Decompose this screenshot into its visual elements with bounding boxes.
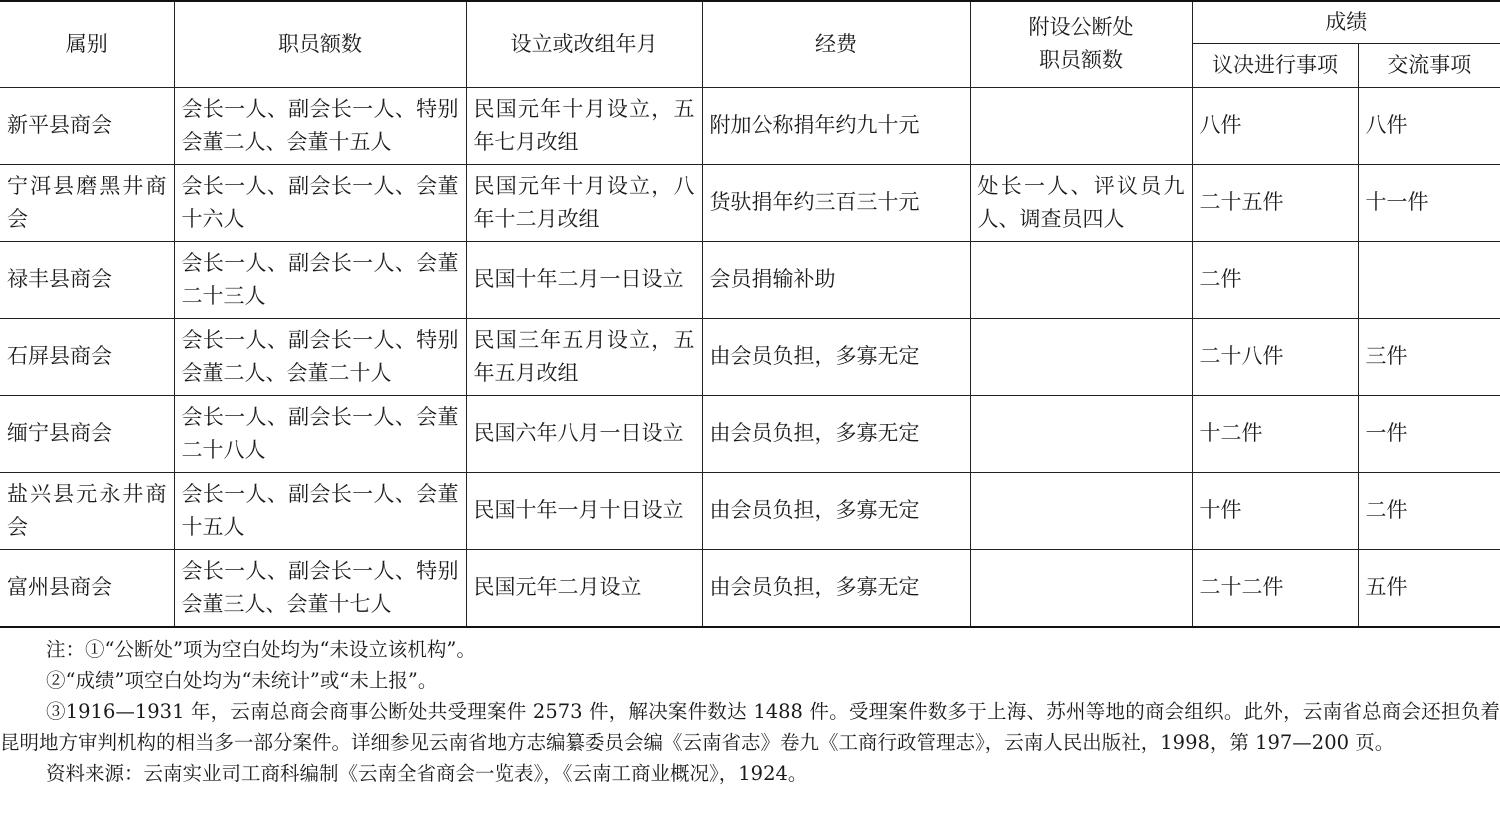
cell-arbitration	[970, 549, 1192, 627]
cell-staff: 会长一人、副会长一人、特别会董二人、会董二十人	[174, 318, 466, 395]
cell-established: 民国十年一月十日设立	[466, 472, 702, 549]
cell-funding: 由会员负担，多寡无定	[702, 549, 970, 627]
cell-funding: 由会员负担，多寡无定	[702, 472, 970, 549]
cell-resolved: 八件	[1192, 87, 1358, 164]
header-exchanged: 交流事项	[1358, 43, 1500, 87]
cell-resolved: 十件	[1192, 472, 1358, 549]
cell-established: 民国元年十月设立，五年七月改组	[466, 87, 702, 164]
cell-category: 禄丰县商会	[0, 241, 174, 318]
cell-staff: 会长一人、副会长一人、特别会董三人、会董十七人	[174, 549, 466, 627]
cell-arbitration	[970, 472, 1192, 549]
header-funding: 经费	[702, 1, 970, 87]
cell-arbitration	[970, 395, 1192, 472]
cell-arbitration	[970, 87, 1192, 164]
cell-resolved: 二十八件	[1192, 318, 1358, 395]
cell-arbitration	[970, 241, 1192, 318]
cell-category: 缅宁县商会	[0, 395, 174, 472]
header-resolved: 议决进行事项	[1192, 43, 1358, 87]
cell-category: 宁洱县磨黑井商会	[0, 164, 174, 241]
cell-category: 富州县商会	[0, 549, 174, 627]
cell-staff: 会长一人、副会长一人、特别会董二人、会董十五人	[174, 87, 466, 164]
cell-exchanged: 八件	[1358, 87, 1500, 164]
cell-funding: 会员捐输补助	[702, 241, 970, 318]
cell-exchanged: 五件	[1358, 549, 1500, 627]
header-arbitration	[970, 1, 1192, 87]
cell-staff: 会长一人、副会长一人、会董十六人	[174, 164, 466, 241]
cell-exchanged	[1358, 241, 1500, 318]
cell-funding: 附加公称捐年约九十元	[702, 87, 970, 164]
cell-funding: 货驮捐年约三百三十元	[702, 164, 970, 241]
cell-resolved: 二十五件	[1192, 164, 1358, 241]
cell-staff: 会长一人、副会长一人、会董二十三人	[174, 241, 466, 318]
cell-resolved: 十二件	[1192, 395, 1358, 472]
cell-exchanged: 十一件	[1358, 164, 1500, 241]
note-2: ②“成绩”项空白处均为“未统计”或“未上报”。	[46, 669, 438, 692]
header-arbitration-line2: 职员额数	[1039, 48, 1123, 73]
table-row	[0, 164, 1500, 241]
cell-category: 新平县商会	[0, 87, 174, 164]
table-row	[0, 318, 1500, 395]
source-note: 资料来源：云南实业司工商科编制《云南全省商会一览表》，《云南工商业概况》，1924。	[46, 762, 808, 785]
note-1: 注：①“公断处”项为空白处均为“未设立该机构”。	[46, 638, 476, 661]
cell-exchanged: 三件	[1358, 318, 1500, 395]
cell-established: 民国六年八月一日设立	[466, 395, 702, 472]
cell-staff: 会长一人、副会长一人、会董十五人	[174, 472, 466, 549]
header-arbitration-line1: 附设公断处	[1028, 15, 1134, 40]
cell-staff: 会长一人、副会长一人、会董二十八人	[174, 395, 466, 472]
header-category: 属别	[0, 1, 174, 87]
cell-exchanged: 二件	[1358, 472, 1500, 549]
cell-arbitration: 处长一人、评议员九人、调查员四人	[970, 164, 1192, 241]
table-row	[0, 395, 1500, 472]
table-row	[0, 472, 1500, 549]
cell-category: 盐兴县元永井商会	[0, 472, 174, 549]
cell-resolved: 二十二件	[1192, 549, 1358, 627]
cell-funding: 由会员负担，多寡无定	[702, 318, 970, 395]
cell-funding: 由会员负担，多寡无定	[702, 395, 970, 472]
header-staff-quota: 职员额数	[174, 1, 466, 87]
table-row	[0, 87, 1500, 164]
header-established: 设立或改组年月	[466, 1, 702, 87]
header-results: 成绩	[1192, 1, 1500, 43]
cell-established: 民国元年十月设立，八年十二月改组	[466, 164, 702, 241]
cell-resolved: 二件	[1192, 241, 1358, 318]
cell-established: 民国三年五月设立，五年五月改组	[466, 318, 702, 395]
table-row	[0, 241, 1500, 318]
cell-category: 石屏县商会	[0, 318, 174, 395]
table-notes	[0, 634, 1500, 789]
cell-established: 民国十年二月一日设立	[466, 241, 702, 318]
table-row	[0, 549, 1500, 627]
note-3: ③1916—1931 年，云南总商会商事公断处共受理案件 2573 件，解决案件数达 1488 件。受理案件数多于上海、苏州等地的商会组织。此外，云南省总商会还担负着昆明地方审判机构的相当多一部分案件。详细参见云南省地方志编纂委员会编《云南省志》卷九《工商行政管理志》，云南人民出版社，1998，第 197—200 页。	[0, 700, 1500, 754]
cell-established: 民国元年二月设立	[466, 549, 702, 627]
cell-arbitration	[970, 318, 1192, 395]
cell-exchanged: 一件	[1358, 395, 1500, 472]
